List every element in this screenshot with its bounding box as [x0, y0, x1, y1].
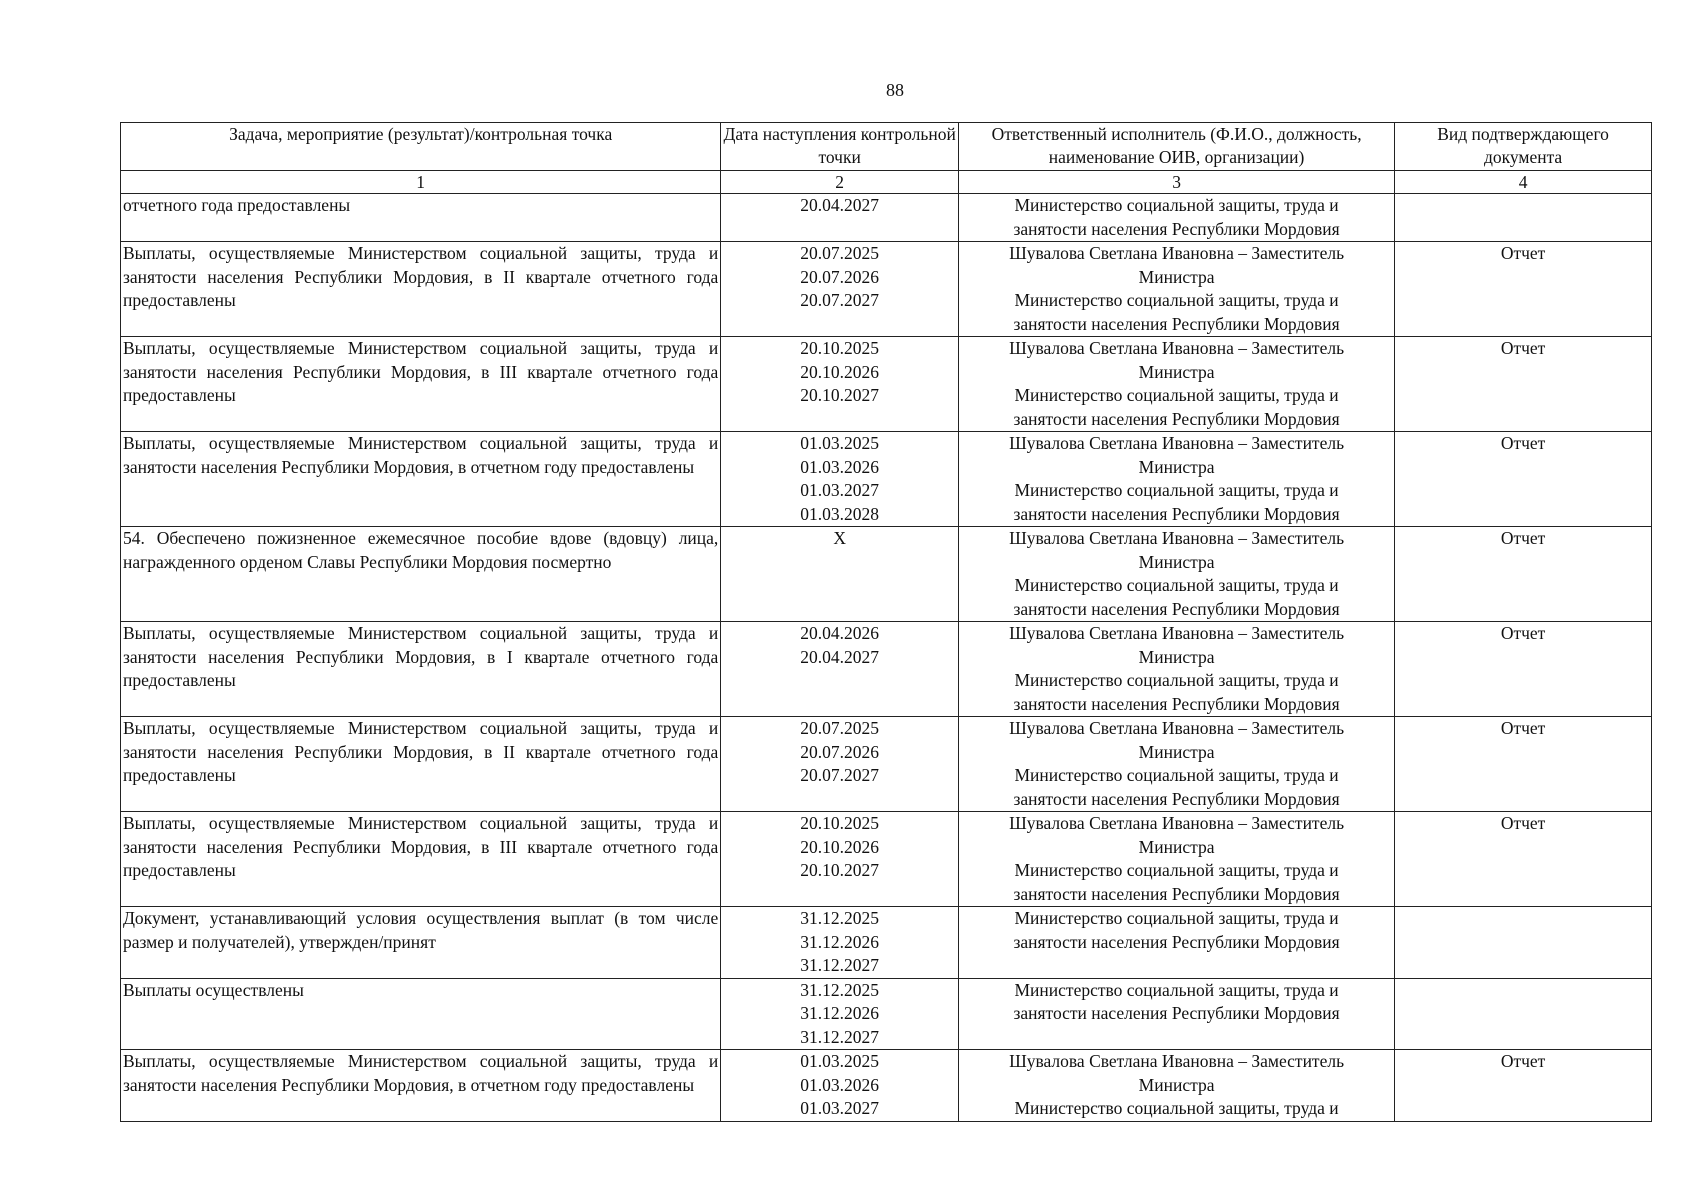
responsible-cell — [959, 527, 1395, 622]
task-cell: Выплаты осуществлены — [121, 978, 721, 1050]
date-cell — [721, 622, 959, 717]
date-cell — [721, 432, 959, 527]
responsible-line: занятости населения Республики Мордовия — [1013, 218, 1340, 239]
header-task: Задача, мероприятие (результат)/контрольная точка — [121, 123, 721, 171]
control-date: 31.12.2026 — [800, 1003, 880, 1023]
column-number: 2 — [721, 171, 959, 194]
control-date: 20.10.2027 — [800, 860, 880, 880]
control-date: Х — [833, 528, 846, 548]
responsible-line: Министерство социальной защиты, труда и — [1014, 765, 1339, 785]
date-cell — [721, 194, 959, 242]
responsible-line: Министерство социальной защиты, труда и — [1014, 290, 1339, 310]
control-date: 01.03.2026 — [800, 456, 880, 477]
table-row — [121, 717, 1652, 812]
responsible-line: занятости населения Республики Мордовия — [1013, 931, 1340, 952]
responsible-line: Шувалова Светлана Ивановна – Заместитель — [1009, 718, 1345, 738]
responsible-line: занятости населения Республики Мордовия — [1013, 503, 1340, 524]
table-header-row — [121, 123, 1652, 171]
control-date: 20.07.2027 — [800, 290, 880, 310]
task-cell: Выплаты, осуществляемые Министерством социальной защиты, труда и занятости населения Республики Мордовия, в III квартале отчетного года предоставлены — [121, 337, 721, 432]
control-date: 31.12.2027 — [800, 955, 880, 975]
table-row — [121, 622, 1652, 717]
responsible-line: Министра — [1138, 361, 1215, 382]
task-cell: Выплаты, осуществляемые Министерством социальной защиты, труда и занятости населения Республики Мордовия, в II квартале отчетного года предоставлены — [121, 242, 721, 337]
task-cell: Выплаты, осуществляемые Министерством социальной защиты, труда и занятости населения Республики Мордовия, в отчетном году предоставлены — [121, 432, 721, 527]
responsible-line: Шувалова Светлана Ивановна – Заместитель — [1009, 623, 1345, 643]
responsible-line: Министра — [1138, 551, 1215, 572]
responsible-line: Министра — [1138, 456, 1215, 477]
responsible-line: Министерство социальной защиты, труда и — [1014, 979, 1339, 1000]
responsible-cell — [959, 242, 1395, 337]
control-date: 31.12.2025 — [800, 979, 880, 1000]
table-row — [121, 242, 1652, 337]
document-type-cell — [1395, 978, 1652, 1050]
responsible-cell — [959, 432, 1395, 527]
control-date: 20.10.2026 — [800, 836, 880, 857]
document-type-cell: Отчет — [1395, 812, 1652, 907]
column-number: 4 — [1395, 171, 1652, 194]
control-date: 01.03.2028 — [800, 503, 880, 524]
table-row — [121, 1050, 1652, 1122]
task-cell: Выплаты, осуществляемые Министерством социальной защиты, труда и занятости населения Республики Мордовия, в I квартале отчетного года предоставлены — [121, 622, 721, 717]
column-number: 3 — [959, 171, 1395, 194]
table-row — [121, 812, 1652, 907]
date-cell — [721, 812, 959, 907]
control-date: 20.04.2027 — [800, 646, 880, 667]
responsible-cell — [959, 1050, 1395, 1122]
control-date: 20.10.2025 — [800, 813, 880, 833]
column-number-row — [121, 171, 1652, 194]
control-date: 20.10.2026 — [800, 361, 880, 382]
header-document: Вид подтверждающего документа — [1395, 123, 1652, 171]
responsible-line: Министра — [1138, 646, 1215, 667]
control-date: 20.07.2025 — [800, 243, 880, 263]
control-date: 20.04.2026 — [800, 623, 880, 643]
responsible-cell — [959, 622, 1395, 717]
date-cell — [721, 337, 959, 432]
responsible-line: Министра — [1138, 266, 1215, 287]
responsible-cell — [959, 907, 1395, 979]
date-cell — [721, 978, 959, 1050]
control-date: 20.04.2027 — [800, 195, 880, 215]
responsible-line: Шувалова Светлана Ивановна – Заместитель — [1009, 813, 1345, 833]
responsible-line: занятости населения Республики Мордовия — [1013, 883, 1340, 904]
control-date: 01.03.2027 — [800, 480, 880, 500]
control-date: 20.07.2026 — [800, 741, 880, 762]
task-cell: Документ, устанавливающий условия осуществления выплат (в том числе размер и получателей), утвержден/принят — [121, 907, 721, 979]
responsible-line: занятости населения Республики Мордовия — [1013, 313, 1340, 334]
document-type-cell: Отчет — [1395, 432, 1652, 527]
page-number: 88 — [886, 80, 904, 100]
responsible-line: занятости населения Республики Мордовия — [1013, 408, 1340, 429]
responsible-line: занятости населения Республики Мордовия — [1013, 693, 1340, 714]
table-row — [121, 337, 1652, 432]
task-cell: Выплаты, осуществляемые Министерством социальной защиты, труда и занятости населения Республики Мордовия, в II квартале отчетного года предоставлены — [121, 717, 721, 812]
responsible-line: Министерство социальной защиты, труда и — [1014, 480, 1339, 500]
control-date: 20.07.2026 — [800, 266, 880, 287]
date-cell — [721, 907, 959, 979]
responsible-cell — [959, 978, 1395, 1050]
document-type-cell — [1395, 907, 1652, 979]
task-cell: Выплаты, осуществляемые Министерством социальной защиты, труда и занятости населения Республики Мордовия, в отчетном году предоставлены — [121, 1050, 721, 1122]
responsible-cell — [959, 717, 1395, 812]
column-number: 1 — [121, 171, 721, 194]
control-date: 20.07.2025 — [800, 718, 880, 738]
responsible-line: занятости населения Республики Мордовия — [1013, 598, 1340, 619]
document-type-cell: Отчет — [1395, 337, 1652, 432]
table-body — [121, 194, 1652, 1122]
document-type-cell: Отчет — [1395, 717, 1652, 812]
responsible-line: Министерство социальной защиты, труда и — [1014, 670, 1339, 690]
control-date: 01.03.2025 — [800, 1051, 880, 1071]
responsible-line: Министерство социальной защиты, труда и — [1014, 860, 1339, 880]
date-cell — [721, 527, 959, 622]
table-row — [121, 194, 1652, 242]
document-type-cell — [1395, 194, 1652, 242]
task-cell: отчетного года предоставлены — [121, 194, 721, 242]
responsible-line: Шувалова Светлана Ивановна – Заместитель — [1009, 338, 1345, 358]
responsible-line: Министерство социальной защиты, труда и — [1014, 1098, 1339, 1118]
date-cell — [721, 242, 959, 337]
document-type-cell: Отчет — [1395, 622, 1652, 717]
control-date: 31.12.2026 — [800, 931, 880, 952]
task-cell: 54. Обеспечено пожизненное ежемесячное пособие вдове (вдовцу) лица, награжденного орденом Славы Республики Мордовия посмертно — [121, 527, 721, 622]
control-date: 31.12.2027 — [800, 1026, 880, 1047]
table-row — [121, 527, 1652, 622]
responsible-line: занятости населения Республики Мордовия — [1013, 1003, 1340, 1023]
control-points-table — [120, 122, 1652, 1122]
control-date: 31.12.2025 — [800, 908, 880, 928]
document-type-cell: Отчет — [1395, 242, 1652, 337]
responsible-line: Шувалова Светлана Ивановна – Заместитель — [1009, 433, 1345, 453]
table-row — [121, 978, 1652, 1050]
responsible-line: занятости населения Республики Мордовия — [1013, 788, 1340, 809]
responsible-cell — [959, 337, 1395, 432]
header-responsible: Ответственный исполнитель (Ф.И.О., должность, наименование ОИВ, организации) — [959, 123, 1395, 171]
control-date: 01.03.2025 — [800, 433, 880, 453]
document-type-cell: Отчет — [1395, 1050, 1652, 1122]
responsible-line: Министерство социальной защиты, труда и — [1014, 908, 1339, 928]
responsible-line: Министра — [1138, 1074, 1215, 1095]
control-date: 01.03.2026 — [800, 1074, 880, 1095]
responsible-cell — [959, 194, 1395, 242]
header-date: Дата наступления контрольной точки — [721, 123, 959, 171]
control-date: 20.10.2025 — [800, 338, 880, 358]
responsible-line: Министерство социальной защиты, труда и — [1014, 195, 1339, 215]
task-cell: Выплаты, осуществляемые Министерством социальной защиты, труда и занятости населения Республики Мордовия, в III квартале отчетного года предоставлены — [121, 812, 721, 907]
responsible-line: Министра — [1138, 741, 1215, 762]
date-cell — [721, 717, 959, 812]
responsible-line: Шувалова Светлана Ивановна – Заместитель — [1009, 528, 1345, 548]
date-cell — [721, 1050, 959, 1122]
responsible-cell — [959, 812, 1395, 907]
responsible-line: Министра — [1138, 836, 1215, 857]
responsible-line: Министерство социальной защиты, труда и — [1014, 575, 1339, 595]
table-row — [121, 907, 1652, 979]
table-row — [121, 432, 1652, 527]
document-type-cell: Отчет — [1395, 527, 1652, 622]
responsible-line: Министерство социальной защиты, труда и — [1014, 385, 1339, 405]
responsible-line: Шувалова Светлана Ивановна – Заместитель — [1009, 1051, 1345, 1071]
responsible-line: Шувалова Светлана Ивановна – Заместитель — [1009, 243, 1345, 263]
control-date: 01.03.2027 — [800, 1098, 880, 1118]
control-date: 20.07.2027 — [800, 765, 880, 785]
control-date: 20.10.2027 — [800, 385, 880, 405]
